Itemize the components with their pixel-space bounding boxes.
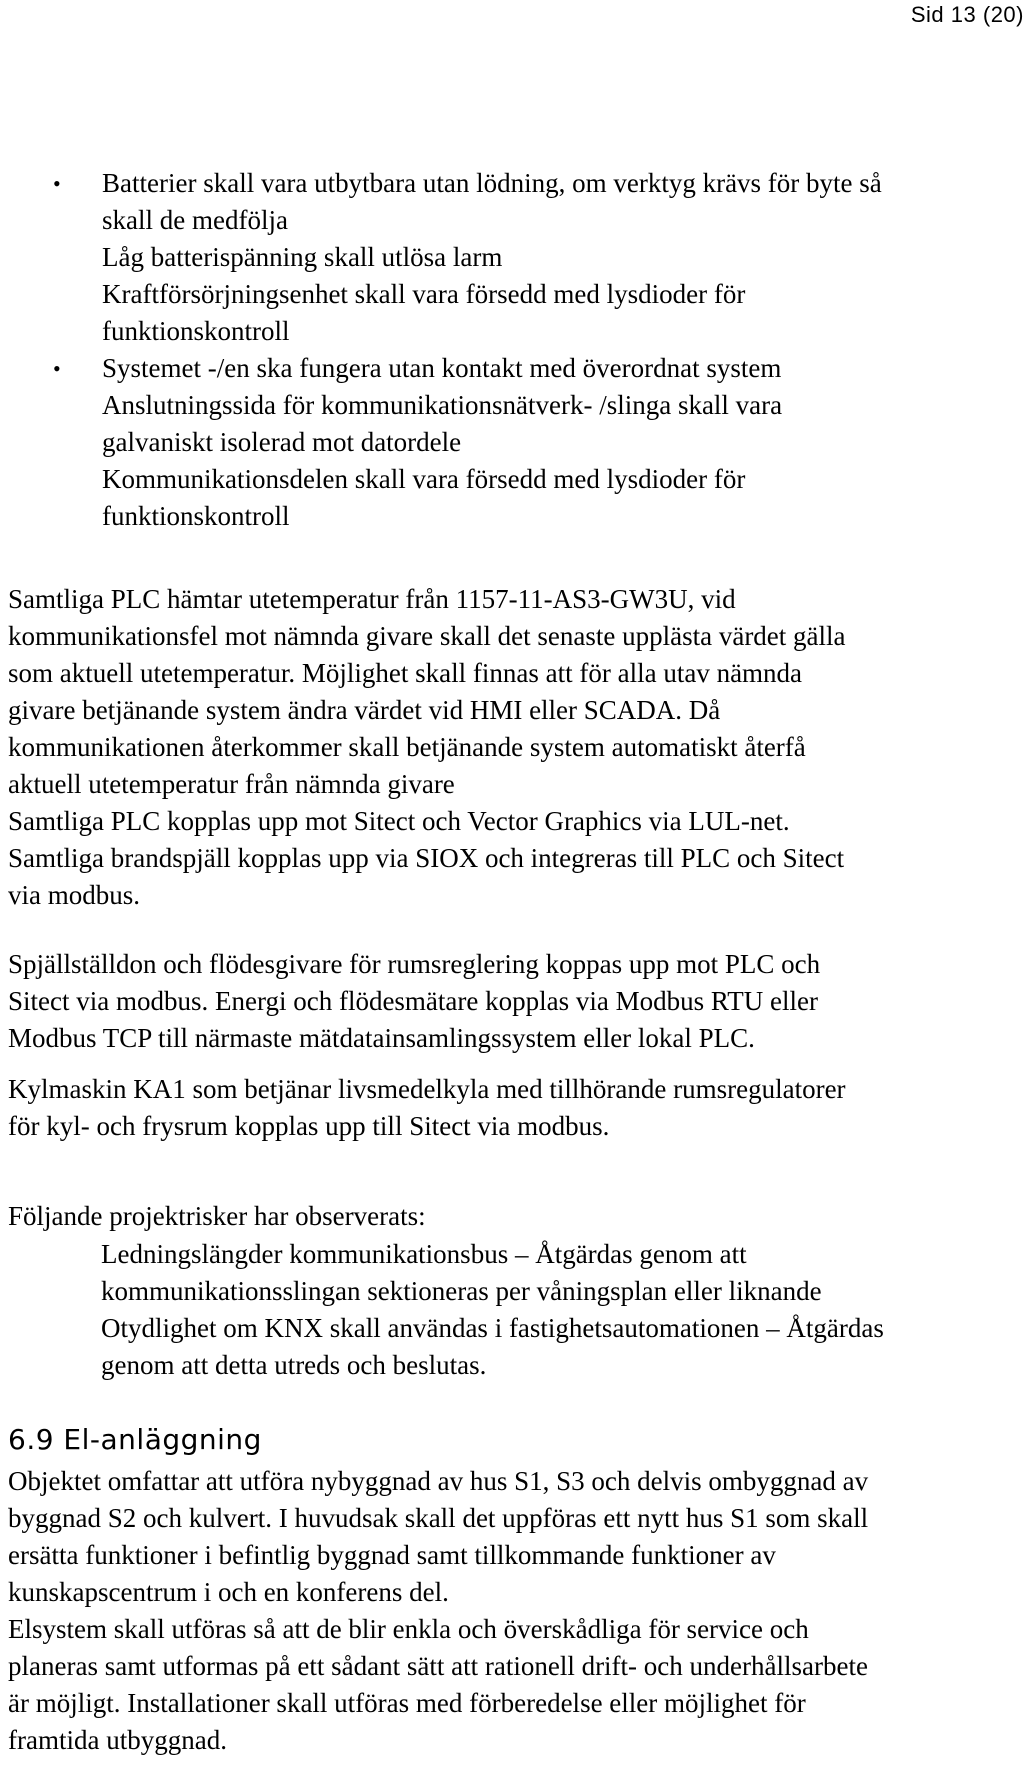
list-item [0,202,1024,239]
text-line: Spjällställdon och flödesgivare för rumsreglering koppas upp mot PLC och [8,949,821,979]
list-item: genom att detta utreds och beslutas. [101,1350,487,1380]
list-item [0,387,1024,424]
text-line: kunskapscentrum i och en konferens del. [8,1577,449,1607]
text-line: som aktuell utetemperatur. Möjlighet skall finnas att för alla utav nämnda [8,658,803,688]
section-heading: 6.9 El-anläggning [8,1423,262,1456]
text-line: framtida utbyggnad. [8,1725,227,1755]
list-item-text: Anslutningssida för kommunikationsnätverk- /slinga skall vara [102,390,783,420]
list-item: Ledningslängder kommunikationsbus – Åtgärdas genom att [101,1239,747,1269]
text-line: Samtliga PLC kopplas upp mot Sitect och Vector Graphics via LUL-net. [8,806,790,836]
list-item [0,498,1024,535]
text-line: Elsystem skall utföras så att de blir enkla och överskådliga för service och [8,1614,809,1644]
project-risks-list [0,1236,1024,1384]
paragraph-kylmaskin [8,1071,1018,1145]
risks-intro [8,1198,1018,1235]
list-item [0,350,1024,387]
list-item [0,424,1024,461]
text-line: Modbus TCP till närmaste mätdatainsamlingssystem eller lokal PLC. [8,1023,755,1053]
list-item-text: Kommunikationsdelen skall vara försedd med lysdioder för [102,464,746,494]
list-item [0,313,1024,350]
text-line: Samtliga PLC hämtar utetemperatur från 1157-11-AS3-GW3U, vid [8,584,736,614]
page-number: Sid 13 (20) [910,2,1024,27]
text-line: kommunikationsfel mot nämnda givare skall det senaste upplästa värdet gälla [8,621,846,651]
text-line: är möjligt. Installationer skall utföras med förberedelse eller möjlighet för [8,1688,806,1718]
text-line: via modbus. [8,880,140,910]
text-line: Samtliga brandspjäll kopplas upp via SIOX och integreras till PLC och Sitect [8,843,845,873]
requirements-bullet-list [0,165,1024,535]
text-line: givare betjänande system ändra värdet vid HMI eller SCADA. Då [8,695,721,725]
bullet-marker: • [53,356,61,381]
list-item-text: funktionskontroll [102,316,290,346]
paragraph-spjall [8,946,1018,1057]
list-item-text: Systemet -/en ska fungera utan kontakt med överordnat system [102,353,782,383]
paragraph-el [8,1463,1018,1759]
text-line: byggnad S2 och kulvert. I huvudsak skall det uppföras ett nytt hus S1 som skall [8,1503,869,1533]
text-line: Sitect via modbus. Energi och flödesmätare kopplas via Modbus RTU eller [8,986,818,1016]
text-line: planeras samt utformas på ett sådant sätt att rationell drift- och underhållsarbete [8,1651,868,1681]
list-item [0,461,1024,498]
list-item-text: funktionskontroll [102,501,290,531]
list-item-text: Batterier skall vara utbytbara utan lödning, om verktyg krävs för byte så [102,168,882,198]
text-line: aktuell utetemperatur från nämnda givare [8,769,455,799]
paragraph-plc [8,581,1018,914]
list-item [0,165,1024,202]
bullet-marker: • [53,171,61,196]
list-item [0,276,1024,313]
text-line: för kyl- och frysrum kopplas upp till Sitect via modbus. [8,1111,610,1141]
text-line: Objektet omfattar att utföra nybyggnad av hus S1, S3 och delvis ombyggnad av [8,1466,869,1496]
list-item-text: Låg batterispänning skall utlösa larm [102,242,503,272]
text-line: kommunikationen återkommer skall betjänande system automatiskt återfå [8,732,806,762]
list-item: kommunikationsslingan sektioneras per våningsplan eller liknande [101,1276,822,1306]
list-item: Otydlighet om KNX skall användas i fastighetsautomationen – Åtgärdas [101,1313,884,1343]
list-item-text: skall de medfölja [102,205,288,235]
list-item [0,239,1024,276]
list-item-text: Kraftförsörjningsenhet skall vara försedd med lysdioder för [102,279,746,309]
text-line: ersätta funktioner i befintlig byggnad samt tillkommande funktioner av [8,1540,776,1570]
list-item-text: galvaniskt isolerad mot datordele [102,427,462,457]
text-line: Kylmaskin KA1 som betjänar livsmedelkyla med tillhörande rumsregulatorer [8,1074,846,1104]
text-line: Följande projektrisker har observerats: [8,1201,426,1231]
